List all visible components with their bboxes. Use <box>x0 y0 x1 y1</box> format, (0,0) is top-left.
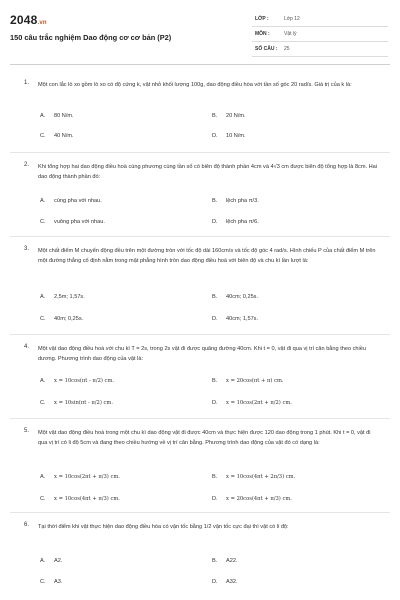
option-d[interactable] <box>212 219 259 225</box>
meta-key: SỐ CÂU : <box>255 46 278 52</box>
option-b[interactable] <box>212 198 259 204</box>
option-b[interactable] <box>212 378 284 384</box>
option-label: B. <box>212 294 218 300</box>
question-divider <box>10 512 390 513</box>
option-d[interactable] <box>212 579 238 585</box>
question-divider <box>10 152 390 153</box>
option-d[interactable] <box>212 316 258 322</box>
option-text: 40m; 0,25s. <box>54 316 84 322</box>
option-text: A32. <box>226 579 238 585</box>
option-label: C. <box>40 219 46 225</box>
option-text: 40cm; 1,57s. <box>226 316 259 322</box>
logo-tld: .vn <box>37 20 47 26</box>
option-label: B. <box>212 378 218 384</box>
question-text: Một vật dao động điều hoà với chu kì T = 2s, trong 2s vật đi được quãng đường 40cm. Khi t = 0, vật đi qua vị trí cân bằng theo chiều dương. Phương trình dao động của vật là: <box>38 346 367 362</box>
meta-value: Lớp 12 <box>284 16 300 22</box>
option-label: C. <box>40 133 46 139</box>
question-divider <box>10 334 390 335</box>
option-c[interactable] <box>40 133 74 139</box>
option-d[interactable] <box>212 133 246 139</box>
question-number: 1. <box>24 80 30 86</box>
option-text: x = 10cos(2πt + π/3) cm. <box>54 474 120 480</box>
option-text: lệch pha π/3. <box>226 198 259 204</box>
option-label: C. <box>40 579 46 585</box>
question-text: Một vật dao động điều hoà trong một chu kì dao động vật đi được 40cm và thực hiện được 120 dao động trong 1 phút. Khi t = 0, vật đi qua vị trí có li độ 5cm và đang theo chiều hướng về vị trí cân bằng. Phương trình dao động của vật đó có dạng là: <box>38 430 371 446</box>
option-b[interactable] <box>212 474 295 480</box>
option-text: x = 10cos(2πt + π/2) cm. <box>226 400 292 406</box>
question-divider <box>10 236 390 237</box>
option-a[interactable] <box>40 378 114 384</box>
option-text: x = 10sin(πt - π/2) cm. <box>54 400 114 406</box>
logo-main: 2048 <box>10 13 38 27</box>
option-label: A. <box>40 378 46 384</box>
option-label: B. <box>212 113 218 119</box>
option-c[interactable] <box>40 496 120 502</box>
option-text: lệch pha π/6. <box>226 219 259 225</box>
document-title: 150 câu trắc nghiệm Dao động cơ cơ bản (P2) <box>10 33 172 42</box>
option-label: D. <box>212 400 218 406</box>
option-text: 40 N/m. <box>54 133 74 139</box>
question-text: Một chất điểm M chuyển động đều trên một đường tròn với tốc độ dài 160cm/s và tốc độ góc 4 rad/s. Hình chiếu P của chất điểm M trên một đường thẳng cố định nằm trong mặt phẳng hình tròn dao động điều hoà với biên độ và chu kì lần lượt là: <box>38 248 376 264</box>
option-text: 2,5m; 1,57s. <box>54 294 85 300</box>
option-text: 10 N/m. <box>226 133 246 139</box>
question-text: Một con lắc lò xo gồm lò xo có độ cứng k, vật nhỏ khối lượng 100g, dao động điều hòa với tần số góc 20 rad/s. Giá trị của k là: <box>38 82 352 88</box>
header-divider <box>10 64 390 65</box>
option-text: x = 20cos(πt + π) cm. <box>226 378 284 384</box>
option-label: B. <box>212 198 218 204</box>
option-label: C. <box>40 496 46 502</box>
document-header <box>0 0 400 62</box>
option-text: x = 10cos(πt - π/2) cm. <box>54 378 115 384</box>
option-label: B. <box>212 474 218 480</box>
option-c[interactable] <box>40 219 105 225</box>
option-b[interactable] <box>212 113 246 119</box>
option-label: A. <box>40 198 46 204</box>
option-b[interactable] <box>212 558 238 564</box>
option-a[interactable] <box>40 474 120 480</box>
question-divider <box>10 418 390 419</box>
option-text: A3. <box>54 579 63 585</box>
option-text: vuông pha với nhau. <box>54 219 105 225</box>
meta-key: MÔN : <box>255 31 270 37</box>
option-a[interactable] <box>40 294 85 300</box>
option-d[interactable] <box>212 400 292 406</box>
option-text: 20 N/m. <box>226 113 246 119</box>
meta-row-class <box>252 12 388 27</box>
option-a[interactable] <box>40 558 62 564</box>
meta-key: LỚP : <box>255 16 269 22</box>
option-label: A. <box>40 474 46 480</box>
question-number: 2. <box>24 162 30 168</box>
option-a[interactable] <box>40 198 102 204</box>
option-text: A22. <box>226 558 238 564</box>
option-label: A. <box>40 113 46 119</box>
option-text: 40cm; 0,25s. <box>226 294 259 300</box>
meta-value: 25 <box>284 46 290 52</box>
option-c[interactable] <box>40 579 62 585</box>
option-text: A2. <box>54 558 63 564</box>
question-number: 5. <box>24 428 30 434</box>
option-text: 80 N/m. <box>54 113 74 119</box>
option-c[interactable] <box>40 400 113 406</box>
option-label: D. <box>212 219 218 225</box>
option-c[interactable] <box>40 316 83 322</box>
option-label: D. <box>212 579 218 585</box>
meta-row-count <box>252 42 388 57</box>
option-text: x = 10cos(4πt + π/3) cm. <box>54 496 120 502</box>
meta-row-subject <box>252 27 388 42</box>
question-number: 6. <box>24 522 30 528</box>
meta-value: Vật lý <box>284 31 297 37</box>
option-b[interactable] <box>212 294 258 300</box>
option-label: C. <box>40 316 46 322</box>
option-a[interactable] <box>40 113 74 119</box>
option-label: A. <box>40 294 46 300</box>
option-d[interactable] <box>212 496 292 502</box>
option-label: D. <box>212 496 218 502</box>
option-text: x = 20cos(4πt + π/3) cm. <box>226 496 292 502</box>
option-label: D. <box>212 133 218 139</box>
option-label: D. <box>212 316 218 322</box>
question-text: Tại thời điểm khi vật thực hiện dao động điều hòa có vận tốc bằng 1/2 vận tốc cực đại thì vật có li độ: <box>38 524 289 530</box>
option-label: B. <box>212 558 218 564</box>
option-text: x = 10cos(4πt + 2π/3) cm. <box>226 474 296 480</box>
site-logo[interactable] <box>10 13 47 27</box>
option-label: C. <box>40 400 46 406</box>
option-label: A. <box>40 558 46 564</box>
question-number: 3. <box>24 246 30 252</box>
question-number: 4. <box>24 344 30 350</box>
question-text: Khi tổng hợp hai dao động điều hoà cùng phương cùng tần số có biên độ thành phần 4cm và 4√3 cm được biên độ tổng hợp là 8cm. Hai dao động thành phần đó: <box>38 164 378 180</box>
option-text: cùng pha với nhau. <box>54 198 102 204</box>
